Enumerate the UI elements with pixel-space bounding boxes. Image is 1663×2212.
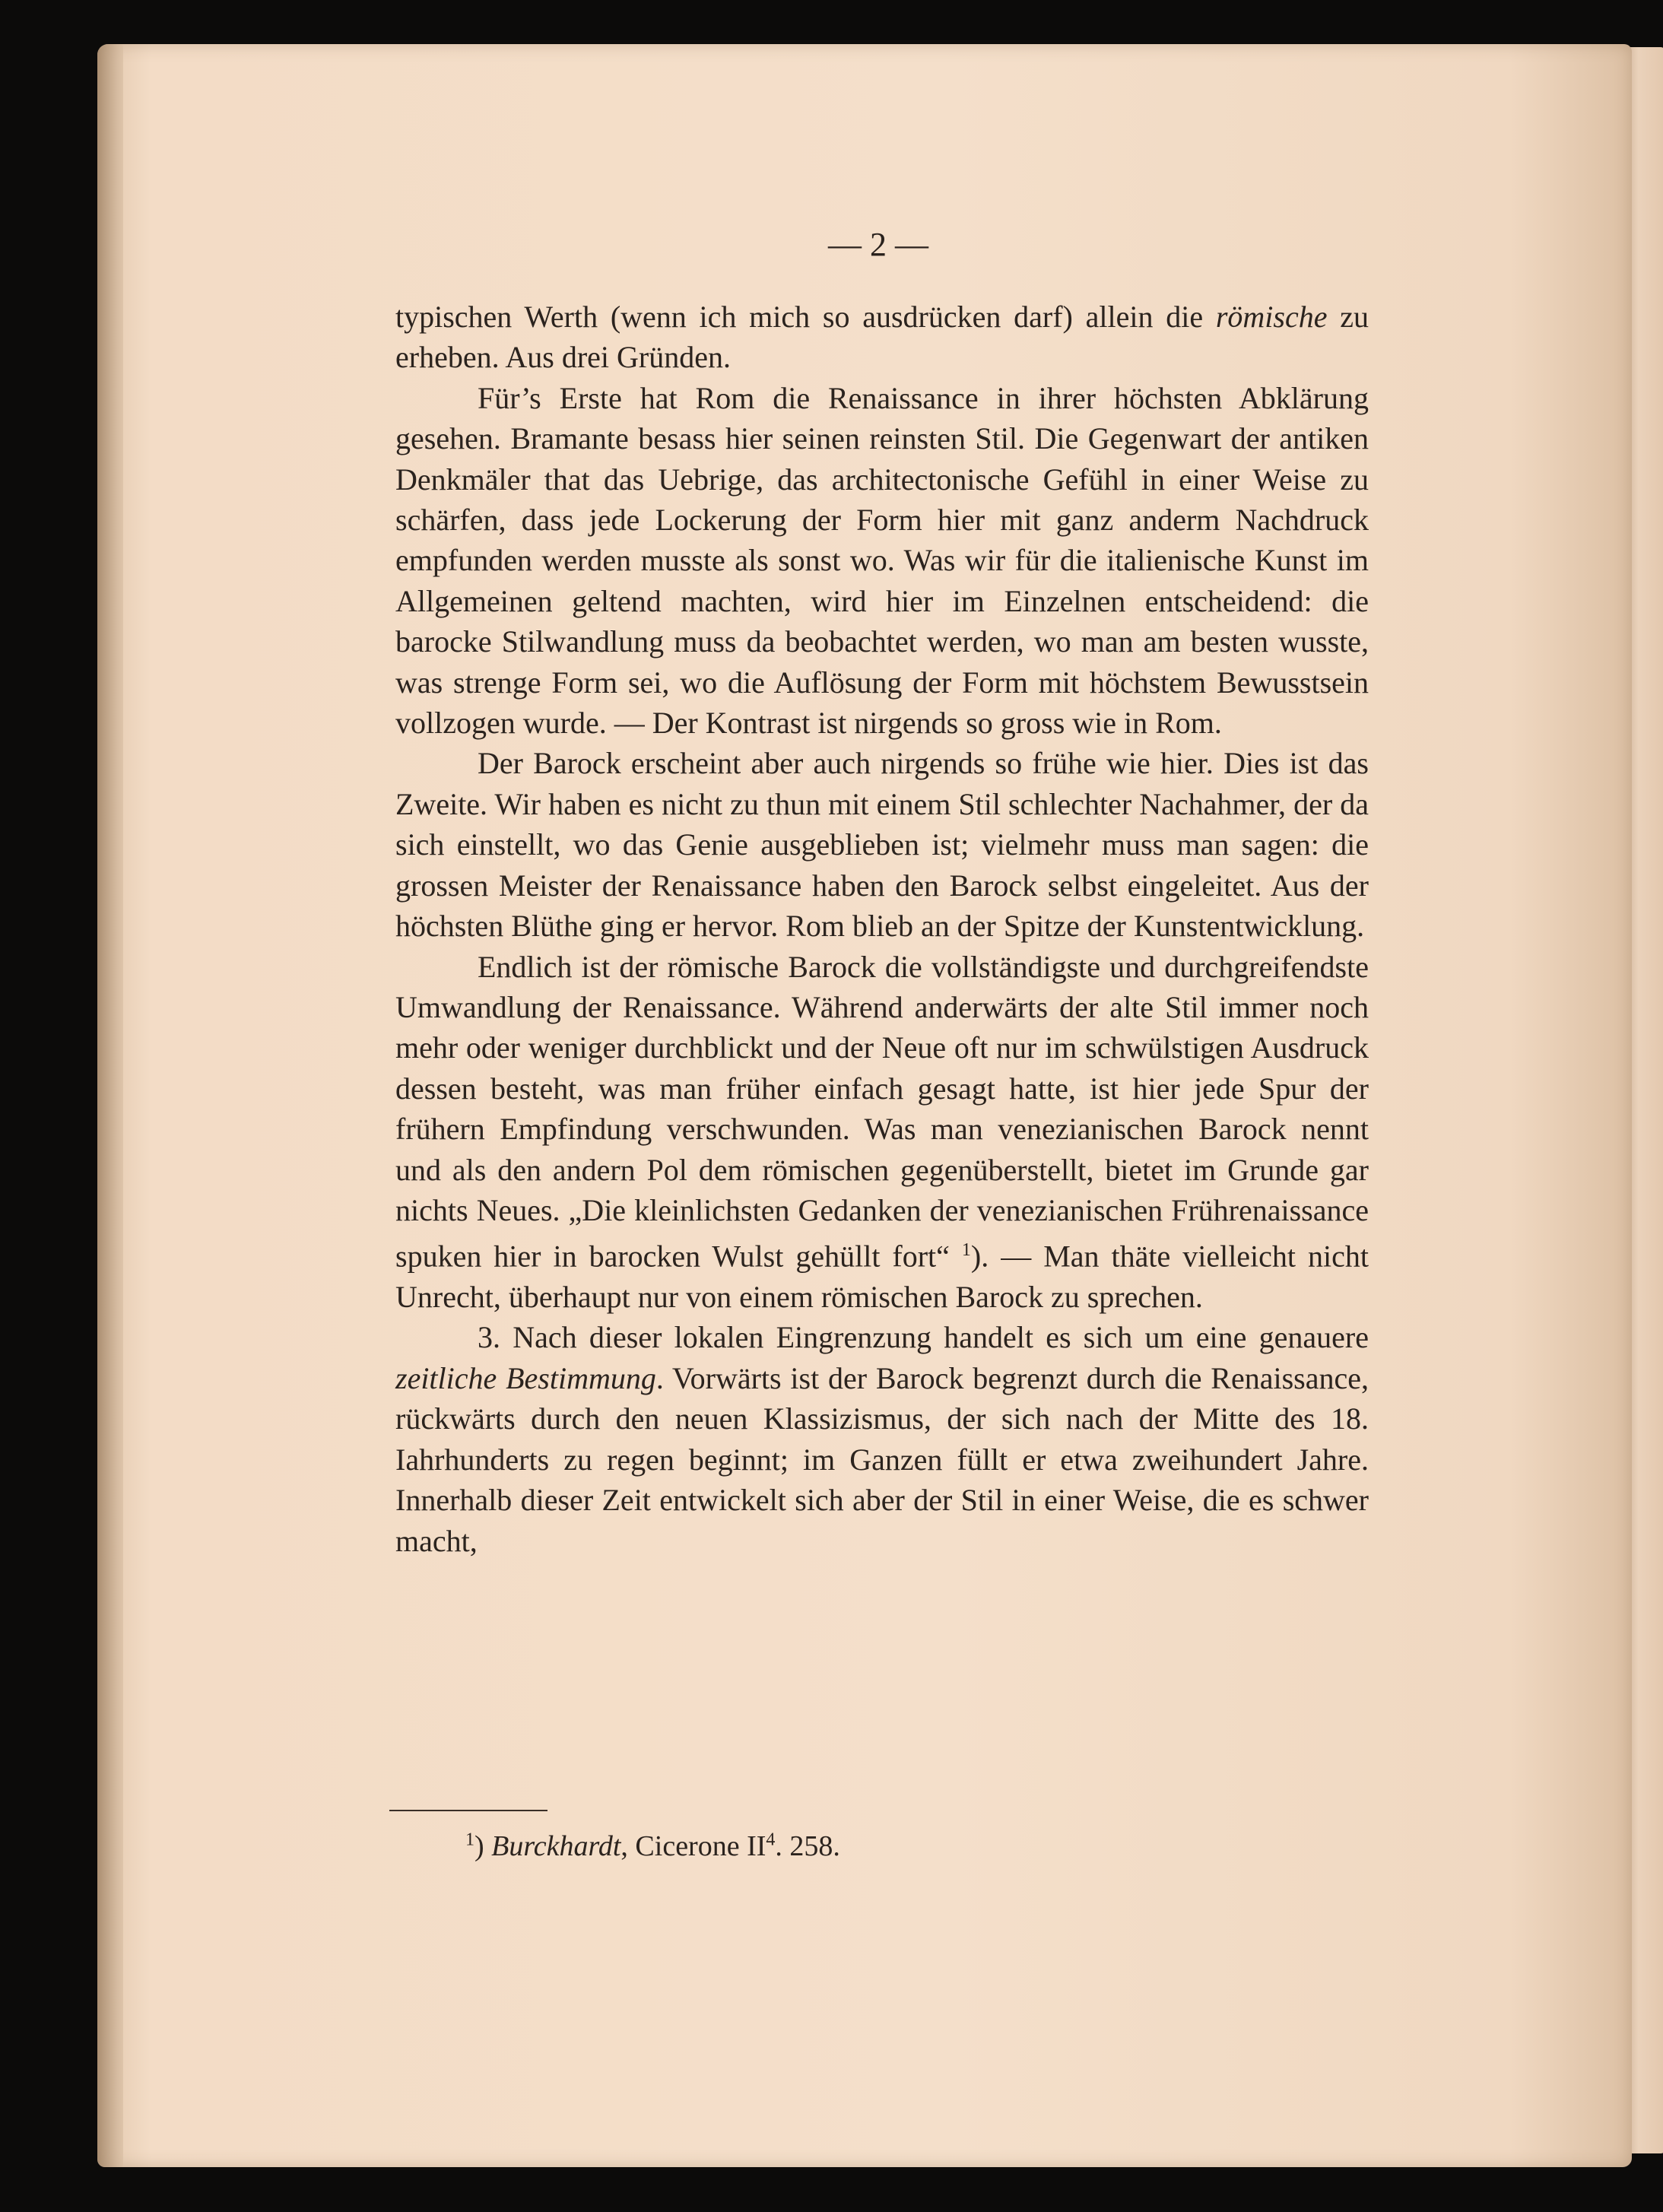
footnote-rule (389, 1810, 547, 1811)
footnote-page: . 258. (775, 1830, 840, 1862)
paragraph (395, 378, 1369, 744)
footnote (465, 1830, 840, 1863)
text-run: Für’s Erste hat Rom die Renaissance in ihrer höchsten Abklärung gesehen. Bramante besass hier seinen reinsten Stil. Die Gegenwart der antiken Denkmäler that das Uebrige, das architectonische Gefühl in einer Weise zu schärfen, dass jede Lockerung der Form hier mit ganz anderm Nachdruck empfunden werden musste als sonst wo. Was wir für die italienische Kunst im Allgemeinen geltend machten, wird hier im Einzelnen entscheidend: die barocke Stilwandlung muss da beobachtet werden, wo man am besten wusste, was strenge Form sei, wo die Auflösung der Form mit höchstem Bewusstsein vollzogen wurde. — Der Kontrast ist nirgends so gross wie in Rom. (395, 380, 1369, 741)
body-text (395, 297, 1369, 1561)
text-run: . Vorwärts ist der Barock begrenzt durch die Renaissance, rückwärts durch den neuen Klassizismus, der sich nach der Mitte des 18. Iahrhunderts zu regen beginnt; im Ganzen füllt er etwa zweihundert Jahre. Innerhalb dieser Zeit entwickelt sich aber der Stil in einer Weise, die es schwer macht, (395, 1360, 1369, 1558)
footnote-reference: 1 (961, 1240, 971, 1261)
footnote-author: Burckhardt (491, 1830, 621, 1862)
emphasis-text: römische (1215, 300, 1328, 334)
page-number: — 2 — (828, 226, 928, 263)
footnote-marker: 1 (465, 1830, 474, 1850)
footnote-edition: 4 (766, 1830, 776, 1850)
paragraph (395, 743, 1369, 946)
paragraph (395, 1317, 1369, 1560)
text-run: Endlich ist der römische Barock die vollständigste und durchgreifendste Umwandlung der Renaissance. Während anderwärts der alte Stil immer noch mehr oder weniger durchblickt und der Neue oft nur im schwülstigen Ausdruck dessen besteht, was man früher einfach gesagt hatte, ist hier jede Spur der frühern Empfindung verschwunden. Was man venezianischen Barock nennt und als den andern Pol dem römischen gegenüberstellt, bietet im Grunde gar nichts Neues. „Die kleinlichsten Gedanken der venezianischen Frührenaissance spuken hier in barocken Wulst gehüllt fort“ (395, 949, 1369, 1274)
paragraph (395, 947, 1369, 1318)
text-run: zu erheben. Aus drei Gründen. (395, 300, 1369, 375)
text-run: Der Barock erscheint aber auch nirgends so frühe wie hier. Dies ist das Zweite. Wir haben es nicht zu thun mit einem Stil schlechter Nachahmer, der da sich einstellt, wo das Genie ausgeblieben ist; vielmehr muss man sagen: die grossen Meister der Renaissance haben den Barock selbst eingeleitet. Aus der höchsten Blüthe ging er hervor. Rom blieb an der Spitze der Kunstentwicklung. (395, 746, 1369, 944)
footnote-title: , Cicerone II (620, 1830, 766, 1862)
footnote-marker-paren: ) (474, 1830, 484, 1862)
emphasis-text: zeitliche Bestimmung (395, 1360, 656, 1395)
paragraph (395, 297, 1369, 378)
text-run: typischen Werth (wenn ich mich so ausdrücken darf) allein die (395, 300, 1216, 334)
text-run: 3. Nach dieser lokalen Eingrenzung handelt es sich um eine genauere (478, 1320, 1369, 1355)
text-run: ). — Man thäte vielleicht nicht Unrecht, überhaupt nur von einem römischen Barock zu sprechen. (395, 1239, 1369, 1315)
